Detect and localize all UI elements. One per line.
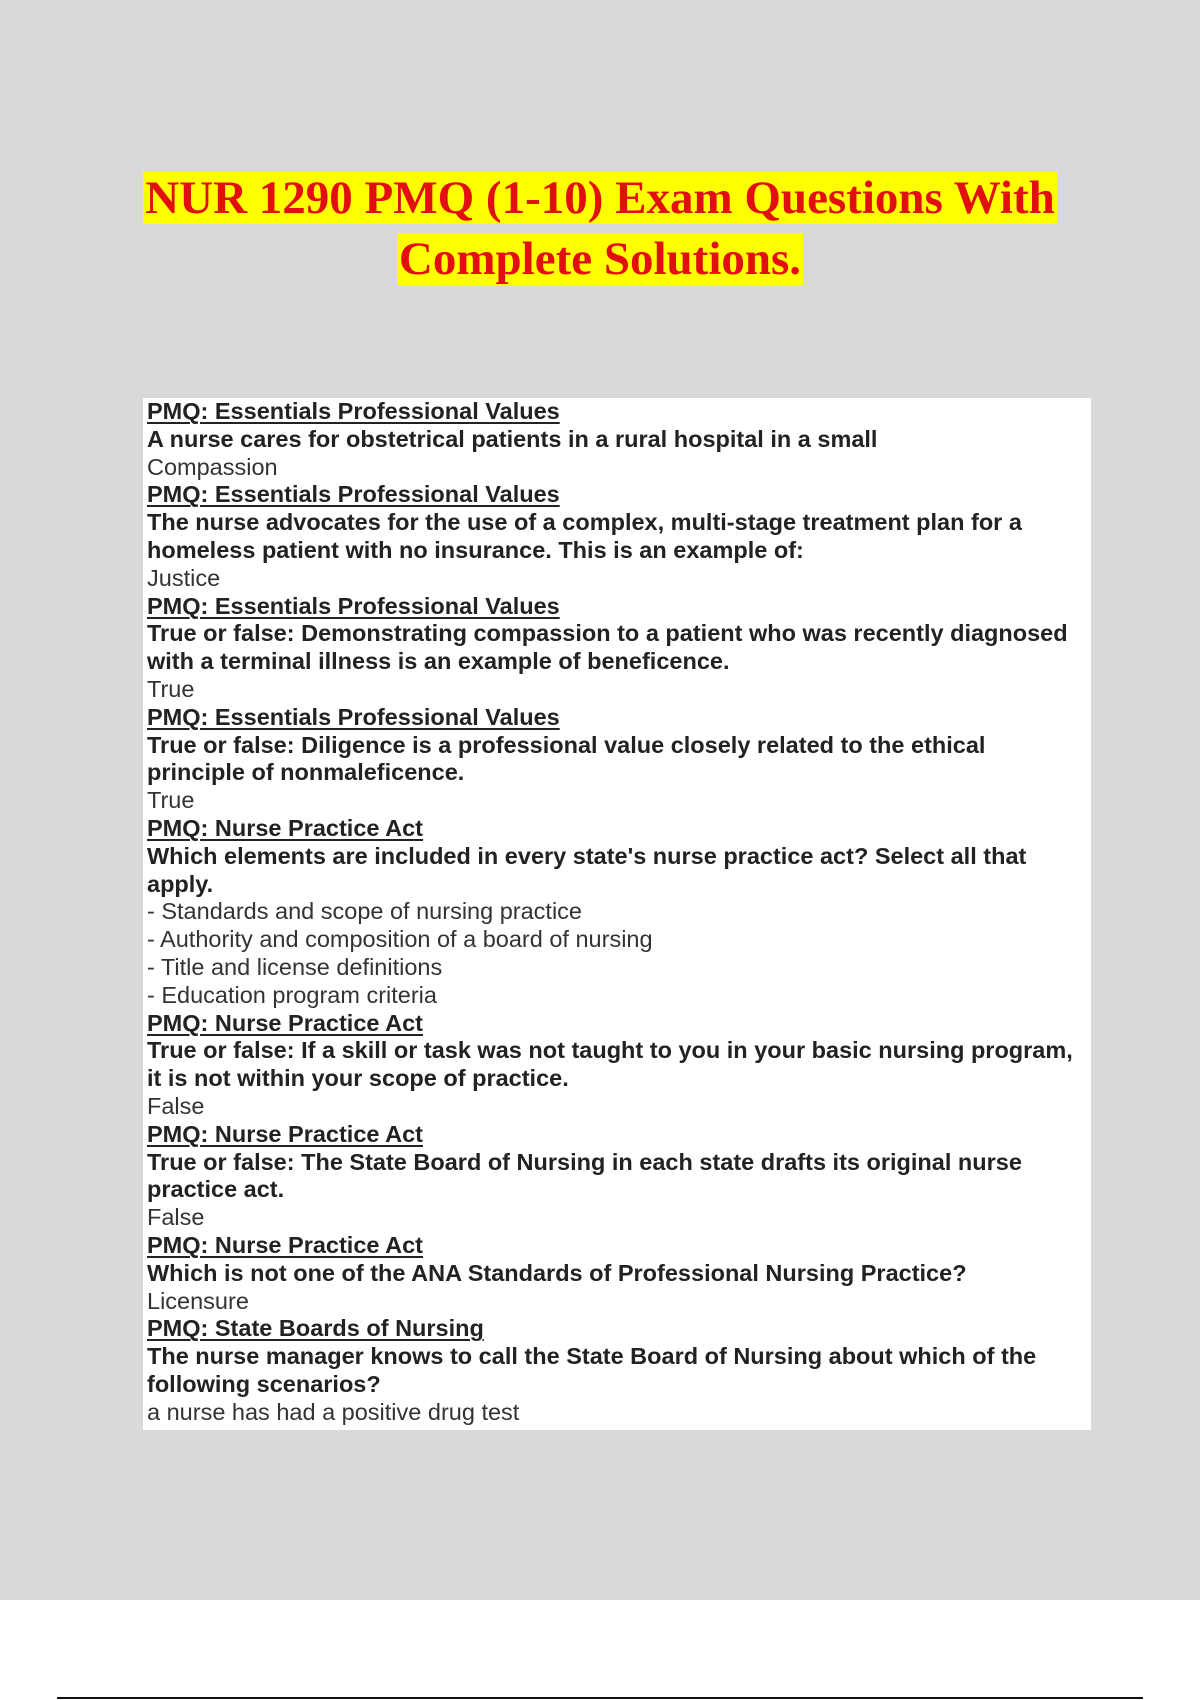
- qa-answer: Justice: [147, 564, 221, 591]
- qa-question: A nurse cares for obstetrical patients in a rural hospital in a small: [147, 425, 878, 452]
- qa-answer: - Authority and composition of a board of nursing: [147, 926, 653, 953]
- qa-answer: - Education program criteria: [147, 981, 437, 1008]
- qa-item: [147, 1010, 1087, 1121]
- qa-item: [147, 1315, 1087, 1426]
- qa-answer: True: [147, 787, 195, 814]
- qa-question: Which is not one of the ANA Standards of Professional Nursing Practice?: [147, 1259, 967, 1286]
- qa-question: True or false: Demonstrating compassion to a patient who was recently diagnosed with a terminal illness is an example of beneficence.: [147, 620, 1068, 675]
- qa-question: The nurse manager knows to call the State Board of Nursing about which of the following scenarios?: [147, 1343, 1037, 1397]
- qa-item: [147, 815, 1087, 1010]
- qa-heading: PMQ: Essentials Professional Values: [147, 398, 560, 424]
- qa-answer: False: [147, 1204, 205, 1231]
- qa-answer: a nurse has had a positive drug test: [147, 1398, 520, 1425]
- qa-heading: PMQ: Nurse Practice Act: [147, 1009, 423, 1036]
- qa-item: [147, 704, 1087, 815]
- qa-question: True or false: The State Board of Nursing in each state drafts its original nurse practice act.: [147, 1148, 1022, 1203]
- qa-heading: PMQ: Nurse Practice Act: [147, 1120, 423, 1147]
- qa-answer: - Title and license definitions: [147, 953, 443, 980]
- qa-item: [147, 593, 1087, 704]
- qa-question: The nurse advocates for the use of a complex, multi-stage treatment plan for a homeless patient with no insurance. This is an example of:: [147, 509, 1022, 563]
- document-title: [0, 168, 1200, 290]
- title-line-2: Complete Solutions.: [398, 233, 802, 285]
- qa-answer: - Standards and scope of nursing practice: [147, 898, 583, 925]
- qa-heading: PMQ: Essentials Professional Values: [147, 703, 560, 730]
- qa-heading: PMQ: Nurse Practice Act: [147, 814, 423, 841]
- qa-item: [147, 1232, 1087, 1315]
- qa-item: [147, 1121, 1087, 1232]
- qa-answer: True: [147, 675, 195, 702]
- qa-heading: PMQ: Essentials Professional Values: [147, 481, 560, 508]
- qa-heading: PMQ: State Boards of Nursing: [147, 1315, 484, 1342]
- qa-question: True or false: Diligence is a professional value closely related to the ethical principle of nonmaleficence.: [147, 731, 986, 786]
- qa-heading: PMQ: Nurse Practice Act: [147, 1231, 423, 1258]
- footer-divider: [57, 1697, 1143, 1699]
- qa-question: True or false: If a skill or task was not taught to you in your basic nursing program, it is not within your scope of practice.: [147, 1037, 1073, 1092]
- title-line-1: NUR 1290 PMQ (1-10) Exam Questions With: [145, 172, 1055, 224]
- qa-item: [147, 481, 1087, 592]
- qa-answer: Compassion: [147, 453, 278, 480]
- qa-item: [147, 398, 1087, 481]
- qa-question: Which elements are included in every state's nurse practice act? Select all that apply.: [147, 842, 1027, 897]
- qa-answer: False: [147, 1092, 205, 1119]
- qa-content: [143, 398, 1091, 1430]
- qa-answer: Licensure: [147, 1287, 249, 1314]
- qa-heading: PMQ: Essentials Professional Values: [147, 592, 560, 619]
